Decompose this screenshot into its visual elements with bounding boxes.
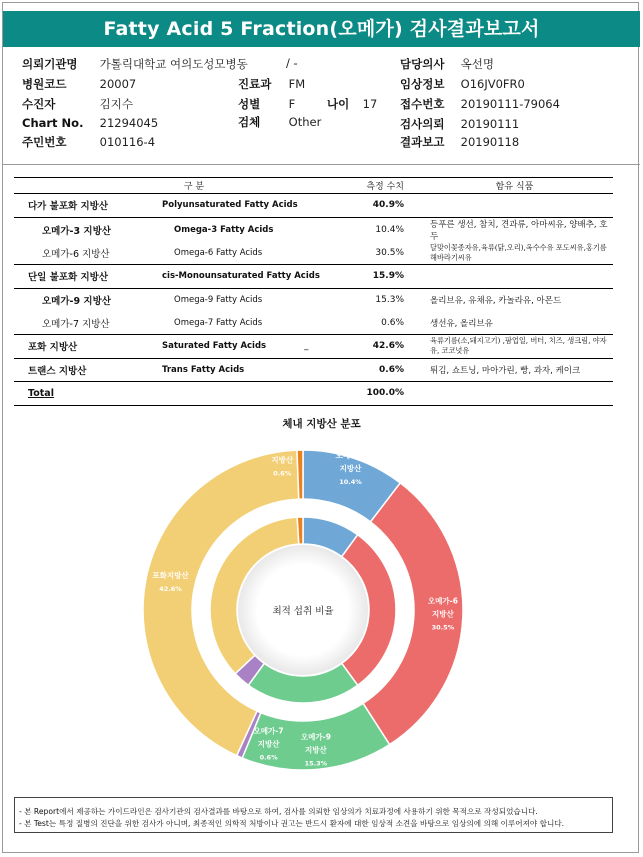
- specimen-value: Other: [288, 115, 322, 129]
- row-ko: 단일 불포화 지방산: [14, 265, 162, 289]
- row-en: Trans Fatty Acids: [162, 358, 334, 382]
- resident-no-label: 주민번호: [22, 135, 67, 149]
- slice-label-5: 트랜스 지방산 0.6%: [271, 442, 294, 478]
- row-en: Omega-9 Fatty Acids: [162, 288, 334, 311]
- row-value: 15.9%: [334, 265, 416, 289]
- footnote-2: - 본 Test는 특정 질병의 진단을 위한 검사가 아니며, 최종적인 의학적 처방이나 권고는 반드시 환자에 대한 임상적 소견을 바탕으로 임상의에 의해 이루어져야 합니다.: [19, 819, 565, 828]
- clinical-info-label: 임상정보: [400, 77, 445, 91]
- row-foods: 달맞이꽃종자유,육류(닭,오리),옥수수유 포도씨유,홍기름 해바라기씨유: [430, 242, 607, 262]
- row-ko: 포화 지방산: [14, 334, 162, 358]
- outer-slice-5: [297, 450, 303, 499]
- footnotes: [14, 797, 613, 833]
- chart-no-label: Chart No.: [22, 116, 84, 130]
- center-label: 최적 섭취 비율: [272, 606, 334, 617]
- hospital-code-value: 20007: [99, 77, 137, 91]
- slice-label-3: 오메가-7 지방산 0.6%: [253, 726, 284, 762]
- row-en: Omega-3 Fatty Acids: [162, 217, 334, 242]
- row-ko: 오메가-6 지방산: [42, 248, 110, 260]
- slice-label-4: 포화지방산 42.6%: [152, 570, 189, 593]
- row-ko: 트랜스 지방산: [14, 358, 162, 382]
- row-foods: 올리브유, 유채유, 카놀라유, 아몬드: [416, 288, 613, 311]
- header-foods: 함유 식품: [416, 178, 613, 194]
- report-title: Fatty Acid 5 Fraction(오메가) 검사결과보고서: [3, 11, 640, 47]
- row-foods: 육류기름(소,돼지고기) ,팜업일, 버터, 치즈, 생크림, 야자유, 코코넛유: [416, 334, 613, 358]
- request-date-value: 20190111: [460, 117, 520, 131]
- row-ko: Total: [14, 382, 162, 406]
- institution-value: 가톨릭대학교 여의도성모병동: [99, 57, 248, 71]
- slice-label-1: 오메가-6 지방산 30.5%: [427, 596, 458, 632]
- sex-label: 성별: [238, 97, 261, 111]
- row-value: 15.3%: [334, 288, 416, 311]
- resident-no-value: 010116-4: [99, 135, 156, 149]
- doctor-value: 옥선명: [460, 57, 494, 71]
- row-value: 40.9%: [334, 194, 416, 218]
- row-ko: 오메가-7 지방산: [42, 318, 110, 330]
- hospital-code-label: 병원코드: [22, 77, 67, 91]
- doctor-label: 담당의사: [400, 57, 445, 71]
- examinee-value: 김지수: [99, 97, 133, 111]
- dept-label: 진료과: [238, 77, 272, 91]
- row-en: Omega-7 Fatty Acids: [174, 317, 263, 328]
- row-value: 0.6%: [334, 358, 416, 382]
- slice-label-2: 오메가-9 지방산 15.3%: [300, 732, 331, 768]
- request-date-label: 검사의뢰: [400, 117, 445, 131]
- row-value: 10.4%: [334, 217, 416, 242]
- inner-slice-5: [297, 517, 303, 544]
- header-category: 구 분: [14, 178, 334, 194]
- footnote-1: - 본 Report에서 제공하는 가이드라인은 검사기관의 검사결과를 바탕으로 하여, 검사를 의뢰한 임상의가 치료과정에 사용하기 위한 목적으로 작성되었습니다.: [19, 807, 538, 816]
- clinical-info-value: O16JV0FR0: [460, 77, 525, 91]
- slice-label-0: 오메가-3 지방산 10.4%: [335, 450, 366, 486]
- row-en: Saturated Fatty Acids _: [162, 334, 334, 358]
- report-date-value: 20190118: [460, 135, 520, 149]
- dash-mark: _: [304, 341, 309, 352]
- row-value: 42.6%: [334, 334, 416, 358]
- age-value: 17: [362, 97, 378, 111]
- row-en: cis-Monounsaturated Fatty Acids: [162, 265, 334, 289]
- chart-no-value: 21294045: [99, 116, 159, 130]
- row-ko: 다가 불포화 지방산: [14, 194, 162, 218]
- row-value: 100.0%: [334, 382, 416, 406]
- row-en: Polyunsaturated Fatty Acids: [162, 194, 334, 218]
- sex-value: F: [288, 97, 296, 111]
- row-value: 0.6%: [381, 317, 404, 328]
- row-en: Omega-6 Fatty Acids: [174, 247, 263, 258]
- header-value: 측정 수치: [334, 178, 416, 194]
- row-foods: 튀김, 쇼트닝, 마아가린, 빵, 과자, 케이크: [416, 358, 613, 382]
- chart-title: 체내 지방산 분포: [282, 418, 361, 430]
- row-value: 30.5%: [375, 247, 404, 258]
- row-ko: 오메가-9 지방산: [14, 288, 162, 311]
- receipt-no-label: 접수번호: [400, 97, 445, 111]
- institution-extra: / -: [286, 56, 298, 70]
- dept-value: FM: [288, 77, 306, 91]
- specimen-label: 검체: [238, 115, 261, 129]
- receipt-no-value: 20190111-79064: [460, 97, 560, 111]
- examinee-label: 수진자: [22, 97, 56, 111]
- report-date-label: 결과보고: [400, 135, 445, 149]
- row-ko: 오메가-3 지방산: [14, 217, 162, 242]
- row-foods: 등푸른 생선, 참치, 견과류, 아마씨유, 양배추, 호두: [416, 217, 613, 242]
- institution-label: 의뢰기관명: [22, 57, 78, 71]
- age-label: 나이: [327, 97, 350, 111]
- row-foods: 생선유, 올리브유: [430, 318, 493, 329]
